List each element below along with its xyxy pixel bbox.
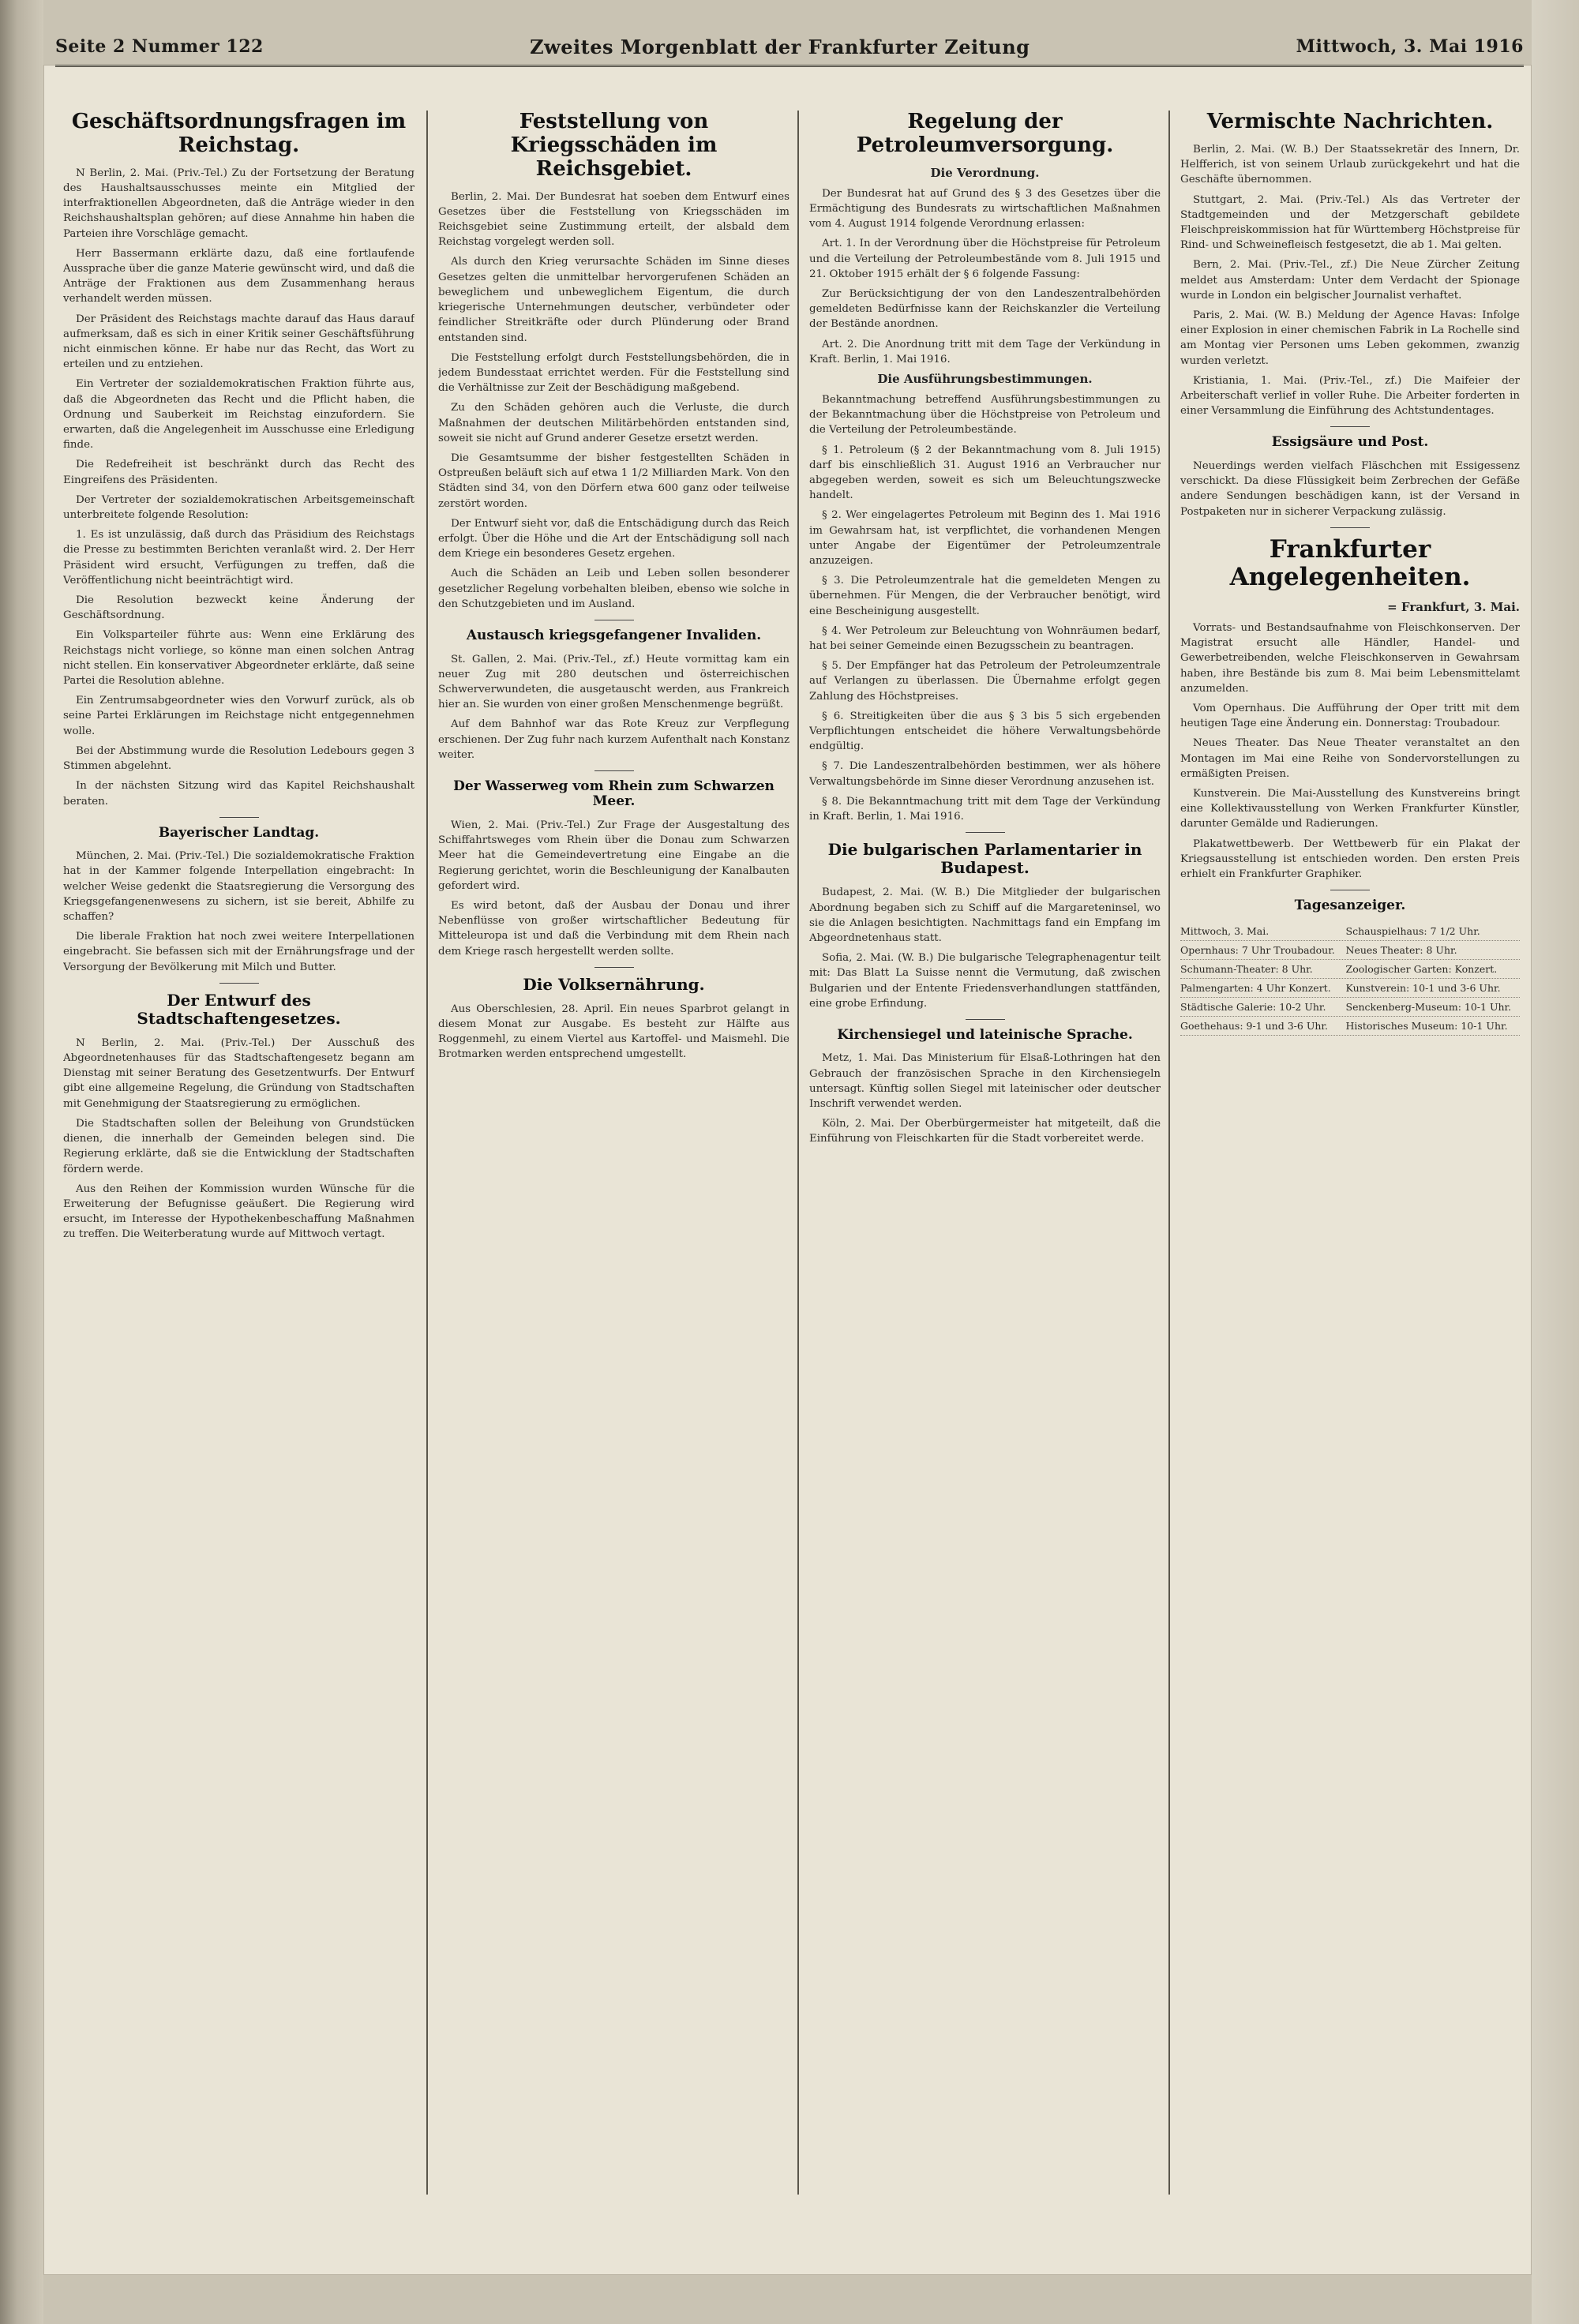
section-subheadline: Die Ausführungsbestimmungen.	[877, 372, 1093, 387]
article-paragraph: Neues Theater. Das Neue Theater veranstaltet an den Montagen im Mai eine Reihe von Sondervorstellungen zu ermäßigten Preisen.	[1180, 737, 1520, 780]
article-paragraph: N Berlin, 2. Mai. (Priv.-Tel.) Der Ausschuß des Abgeordnetenhauses für das Stadtschaftengesetz begann am Dienstag mit seiner Beratung des Gesetzentwurfs. Der Entwurf gibt eine allgemeine Regelung, die Gründung von Stadtschaften mit Genehmigung der Staatsregierung zu ermöglichen.	[63, 1036, 414, 1110]
table-cell: Mittwoch, 3. Mai.	[1180, 924, 1270, 937]
article-paragraph: Köln, 2. Mai. Der Oberbürgermeister hat mitgeteilt, daß die Einführung von Fleischkarten für die Stadt vorbereitet werde.	[809, 1118, 1161, 1145]
article-paragraph: Der Bundesrat hat auf Grund des § 3 des Gesetzes über die Ermächtigung des Bundesrats zu wirtschaftlichen Maßnahmen vom 4. August 1914 folgende Verordnung erlassen:	[809, 187, 1161, 231]
article-paragraph: N Berlin, 2. Mai. (Priv.-Tel.) Zu der Fortsetzung der Beratung des Haushaltsausschusses meinte ein Mitglied der interfraktionellen Abgeordneten, daß die Anträge wieder in den Reichshaushaltsplan gehören; auf diese Annahme hin haben die Parteien ihre Vorschläge gemacht.	[63, 167, 414, 240]
article-paragraph: Auf dem Bahnhof war das Rote Kreuz zur Verpflegung erschienen. Der Zug fuhr nach kurzem Aufenthalt nach Konstanz weiter.	[438, 718, 790, 761]
article-paragraph: Bei der Abstimmung wurde die Resolution Ledebours gegen 3 Stimmen abgelehnt.	[63, 744, 414, 773]
section-headline: Frankfurter Angelegenheiten.	[1229, 534, 1471, 592]
section-headline: Kirchensiegel und lateinische Sprache.	[837, 1026, 1133, 1043]
article-headline: Geschäftsordnungsfragen im Reichstag.	[71, 111, 407, 157]
article-paragraph: Berlin, 2. Mai. (W. B.) Der Staatssekretär des Innern, Dr. Helfferich, ist von seinem Urlaub zurückgekehrt und hat die Geschäfte übernommen.	[1180, 143, 1520, 186]
table-cell: Neues Theater: 8 Uhr.	[1345, 943, 1457, 956]
column-divider	[797, 111, 799, 2195]
article-paragraph: Der Entwurf sieht vor, daß die Entschädigung durch das Reich erfolgt. Über die Höhe und die Art der Entschädigung soll nach dem Kriege ein besonderes Gesetz ergehen.	[438, 517, 790, 560]
column-divider	[426, 111, 428, 2195]
table-row	[1180, 922, 1520, 941]
article-paragraph: München, 2. Mai. (Priv.-Tel.) Die sozialdemokratische Fraktion hat in der Kammer folgende Interpellation eingebracht: In welcher Weise gedenkt die Staatsregierung die Versorgung des Kriegsgefangenenwesens zu sichern, ist sie bereit, Abhilfe zu schaffen?	[63, 850, 414, 924]
section-rule	[594, 967, 634, 968]
article-paragraph: Die Stadtschaften sollen der Beleihung von Grundstücken dienen, die innerhalb der Gemeinden belegen sind. Die Regierung erklärte, daß sie die Entwicklung der Stadtschaften fördern werde.	[63, 1117, 414, 1175]
section-subheadline: Die Verordnung.	[930, 165, 1040, 180]
article-paragraph: § 3. Die Petroleumzentrale hat die gemeldeten Mengen zu übernehmen. Für Mengen, die der Verbraucher benötigt, wird eine Bescheinigung ausgestellt.	[809, 575, 1161, 617]
article-paragraph: § 2. Wer eingelagertes Petroleum mit Beginn des 1. Mai 1916 im Gewahrsam hat, ist verpflichtet, die vorhandenen Mengen unter Angabe der Eigentümer der Petroleumzentrale anzuzeigen.	[809, 509, 1161, 568]
section-rule	[966, 832, 1005, 833]
section-rule	[1330, 527, 1370, 528]
binding-gutter	[0, 0, 43, 2324]
dateline: = Frankfurt, 3. Mai.	[1387, 599, 1520, 614]
article-paragraph: Paris, 2. Mai. (W. B.) Meldung der Agence Havas: Infolge einer Explosion in einer chemischen Fabrik in La Rochelle sind am Montag vier Personen ums Leben gekommen, zwanzig wurden verletzt.	[1180, 309, 1520, 367]
section-rule	[594, 770, 634, 771]
article-paragraph: § 1. Petroleum (§ 2 der Bekanntmachung vom 8. Juli 1915) darf bis einschließlich 31. August 1916 an Verbraucher nur abgegeben werden, soweit es sich um Beleuchtungszwecke handelt.	[809, 444, 1161, 502]
article-paragraph: Wien, 2. Mai. (Priv.-Tel.) Zur Frage der Ausgestaltung des Schiffahrtsweges vom Rhein über die Donau zum Schwarzen Meer hat die Gemeindevertretung eine Eingabe an die Regierung gerichtet, worin die Beschleunigung der Kanalbauten gefordert wird.	[438, 819, 790, 892]
article-paragraph: Herr Bassermann erklärte dazu, daß eine fortlaufende Aussprache über die ganze Materie gewünscht wird, und daß die Anträge der Fraktionen aus dem Zusammenhang heraus verhandelt werden müssen.	[63, 247, 414, 305]
section-headline: Der Wasserweg vom Rhein zum Schwarzen Meer.	[453, 778, 774, 810]
article-paragraph: Aus den Reihen der Kommission wurden Wünsche für die Erweiterung der Befugnisse geäußert. Die Regierung wird ersucht, im Interesse der Hypothekenbeschaffung Maßnahmen zu treffen. Die Weiterberatung wurde auf Mittwoch vertagt.	[63, 1183, 414, 1241]
article-paragraph: Vom Opernhaus. Die Aufführung der Oper tritt mit dem heutigen Tage eine Änderung ein. Donnerstag: Troubadour.	[1180, 703, 1520, 730]
article-paragraph: Der Präsident des Reichstags machte darauf das Haus darauf aufmerksam, daß es sich in einer Kritik seiner Geschäftsführung nicht einmischen könne. Er habe nur das Recht, das Wort zu erteilen und zu entziehen.	[63, 313, 414, 371]
issue-date: Mittwoch, 3. Mai 1916	[1296, 36, 1524, 57]
section-headline: Tagesanzeiger.	[1294, 898, 1406, 914]
table-cell: Senckenberg-Museum: 10-1 Uhr.	[1345, 1000, 1512, 1013]
article-paragraph: Aus Oberschlesien, 28. April. Ein neues Sparbrot gelangt in diesem Monat zur Ausgabe. Es besteht zur Hälfte aus Roggenmehl, zu einem Viertel aus Kartoffel- und Maismehl. Die Brotmarken werden entsprechend umgestellt.	[438, 1003, 790, 1061]
section-headline: Essigsäure und Post.	[1271, 434, 1429, 451]
article-paragraph: Zur Berücksichtigung der von den Landeszentralbehörden gemeldeten Bedürfnisse kann der Reichskanzler die Verteilung der Bestände anordnen.	[809, 288, 1161, 331]
page-header	[55, 32, 1524, 62]
table-row	[1180, 998, 1520, 1017]
article-paragraph: § 4. Wer Petroleum zur Beleuchtung von Wohnräumen bedarf, hat bei seiner Gemeinde einen Bezugsschein zu beantragen.	[809, 624, 1161, 653]
article-paragraph: Art. 2. Die Anordnung tritt mit dem Tage der Verkündung in Kraft. Berlin, 1. Mai 1916.	[809, 338, 1161, 365]
article-paragraph: Ein Zentrumsabgeordneter wies den Vorwurf zurück, als ob seine Partei Erklärungen im Reichstage nicht entgegennehmen wolle.	[63, 695, 414, 737]
table-cell: Städtische Galerie: 10-2 Uhr.	[1180, 1000, 1326, 1013]
table-cell: Goethehaus: 9-1 und 3-6 Uhr.	[1180, 1019, 1328, 1032]
column-4	[1180, 111, 1520, 2202]
section-headline: Bayerischer Landtag.	[158, 824, 320, 841]
article-paragraph: Die liberale Fraktion hat noch zwei weitere Interpellationen eingebracht. Sie befassen sich mit der Ernährungsfrage und der Versorgung der Bevölkerung mit Milch und Butter.	[63, 931, 414, 973]
article-paragraph: Bekanntmachung betreffend Ausführungsbestimmungen zu der Bekanntmachung über die Höchstpreise von Petroleum und die Verteilung der Petroleumbestände.	[809, 394, 1161, 437]
article-paragraph: Metz, 1. Mai. Das Ministerium für Elsaß-Lothringen hat den Gebrauch der französischen Sprache in den Kirchensiegeln untersagt. Künftig sollen Siegel mit lateinischer oder deutscher Inschrift verwendet werden.	[809, 1052, 1161, 1111]
column-1	[63, 111, 414, 2202]
article-paragraph: Ein Vertreter der sozialdemokratischen Fraktion führte aus, daß die Abgeordneten das Recht und die Pflicht haben, die Ordnung und Sauberkeit im Reichstag einzufordern. Sie erwarten, daß die Angelegenheit im Ausschusse eine Erledigung finde.	[63, 378, 414, 452]
article-paragraph: Ein Volksparteiler führte aus: Wenn eine Erklärung des Reichstags nicht vorliege, so könne man einen solchen Antrag nicht stellen. Ein konservativer Abgeordneter erklärte, daß seine Partei die Resolution ablehne.	[63, 629, 414, 688]
article-paragraph: Der Vertreter der sozialdemokratischen Arbeitsgemeinschaft unterbreitete folgende Resolution:	[63, 493, 414, 522]
section-headline: Die Volksernährung.	[523, 974, 705, 994]
article-headline: Vermischte Nachrichten.	[1206, 111, 1494, 133]
article-paragraph: Es wird betont, daß der Ausbau der Donau und ihrer Nebenflüsse von großer wirtschaftlicher Bedeutung für Mitteleuropa ist und daß die Verbindung mit dem Rhein nach dem Kriege rasch hergestellt werden sollte.	[438, 900, 790, 958]
article-paragraph: Die Feststellung erfolgt durch Feststellungsbehörden, die in jedem Bundesstaat errichtet werden. Für die Feststellung sind die Verhältnisse zur Zeit der Beschädigung maßgebend.	[438, 351, 790, 395]
section-rule	[966, 1019, 1005, 1020]
table-row	[1180, 1017, 1520, 1036]
article-paragraph: § 5. Der Empfänger hat das Petroleum der Petroleumzentrale auf Verlangen zu überlassen. Die Übernahme erfolgt gegen Zahlung des Höchstpreises.	[809, 660, 1161, 703]
section-rule	[1330, 426, 1370, 427]
table-row	[1180, 960, 1520, 979]
section-headline: Die bulgarischen Parlamentarier in Budapest.	[827, 840, 1142, 878]
table-cell: Schumann-Theater: 8 Uhr.	[1180, 962, 1313, 975]
article-paragraph: Die Redefreiheit ist beschränkt durch das Recht des Eingreifens des Präsidenten.	[63, 459, 414, 486]
article-paragraph: § 7. Die Landeszentralbehörden bestimmen, wer als höhere Verwaltungsbehörde im Sinne dieser Verordnung anzusehen ist.	[809, 760, 1161, 788]
article-paragraph: Sofia, 2. Mai. (W. B.) Die bulgarische Telegraphenagentur teilt mit: Das Blatt La Suisse nennt die Vermutung, daß zwischen Bulgarien und der Entente Friedensverhandlungen stattfänden, eine grobe Erfindung.	[809, 952, 1161, 1010]
article-paragraph: Stuttgart, 2. Mai. (Priv.-Tel.) Als das Vertreter der Stadtgemeinden und der Metzgerschaft gebildete Fleischpreiskommission hat für Württemberg Höchstpreise für Rind- und Schweinefleisch festgesetzt, die ab 1. Mai gelten.	[1180, 193, 1520, 252]
table-cell: Palmengarten: 4 Uhr Konzert.	[1180, 981, 1331, 994]
section-headline: Der Entwurf des Stadtschaftengesetzes.	[137, 990, 341, 1028]
article-paragraph: Die Resolution bezweckt keine Änderung der Geschäftsordnung.	[63, 594, 414, 622]
article-paragraph: 1. Es ist unzulässig, daß durch das Präsidium des Reichstags die Presse zu bestimmten Berichten veranlaßt wird. 2. Der Herr Präsident wird ersucht, Verfügungen zu treffen, daß die Veröffentlichung nicht beeinträchtigt wird.	[63, 529, 414, 587]
newspaper-title: Zweites Morgenblatt der Frankfurter Zeitung	[530, 35, 1030, 58]
column-3	[809, 111, 1161, 2202]
article-paragraph: Bern, 2. Mai. (Priv.-Tel., zf.) Die Neue Zürcher Zeitung meldet aus Amsterdam: Unter dem Verdacht der Spionage wurde in London ein belgischer Journalist verhaftet.	[1180, 259, 1520, 302]
events-table	[1180, 922, 1520, 1036]
article-paragraph: Auch die Schäden an Leib und Leben sollen besonderer gesetzlicher Regelung vorbehalten bleiben, ebenso wie solche in den Schutzgebieten und im Ausland.	[438, 568, 790, 610]
section-rule	[219, 817, 259, 818]
article-paragraph: Kristiania, 1. Mai. (Priv.-Tel., zf.) Die Maifeier der Arbeiterschaft verlief in voller Ruhe. Die Arbeiter forderten in einer Versammlung die Einführung des Achtstundentages.	[1180, 374, 1520, 418]
article-paragraph: Plakatwettbewerb. Der Wettbewerb für ein Plakat der Kriegsausstellung ist entschieden worden. Den ersten Preis erhielt ein Frankfurter Graphiker.	[1180, 838, 1520, 881]
article-paragraph: Art. 1. In der Verordnung über die Höchstpreise für Petroleum und die Verteilung der Petroleumbestände vom 8. Juli 1915 und 21. Oktober 1915 erhält der § 6 folgende Fassung:	[809, 238, 1161, 280]
table-row	[1180, 941, 1520, 960]
article-headline: Feststellung von Kriegsschäden im Reichsgebiet.	[510, 111, 718, 181]
article-paragraph: § 6. Streitigkeiten über die aus § 3 bis 5 sich ergebenden Verpflichtungen entscheidet die höhere Verwaltungsbehörde endgültig.	[809, 710, 1161, 753]
article-paragraph: Berlin, 2. Mai. Der Bundesrat hat soeben dem Entwurf eines Gesetzes über die Feststellung von Kriegsschäden im Reichsgebiet seine Zustimmung erteilt, der alsbald dem Reichstag vorgelegt werden soll.	[438, 190, 790, 249]
table-cell: Kunstverein: 10-1 und 3-6 Uhr.	[1345, 981, 1501, 994]
article-paragraph: Zu den Schäden gehören auch die Verluste, die durch Maßnahmen der deutschen Militärbehörden entstanden sind, soweit sie nicht auf Grund anderer Gesetze ersetzt werden.	[438, 402, 790, 444]
header-rule	[55, 65, 1524, 67]
table-cell: Schauspielhaus: 7 1/2 Uhr.	[1345, 924, 1480, 937]
article-paragraph: Vorrats- und Bestandsaufnahme von Fleischkonserven. Der Magistrat ersucht alle Händler, Handel- und Gewerbetreibenden, welche Fleischkonserven in Gewahrsam haben, ihre Bestände bis zum 8. Mai beim Lebensmittelamt anzumelden.	[1180, 621, 1520, 695]
page-edge	[1532, 0, 1579, 2324]
page-number: Seite 2 Nummer 122	[55, 36, 264, 57]
table-row	[1180, 979, 1520, 998]
article-paragraph: Als durch den Krieg verursachte Schäden im Sinne dieses Gesetzes gelten die unmittelbar hervorgerufenen Schäden an beweglichem und unbeweglichem Eigentum, die durch kriegerische Unternehmungen deutscher, verbündeter oder feindlicher Streitkräfte oder durch Plünderung oder Brand entstanden sind.	[438, 256, 790, 344]
article-paragraph: § 8. Die Bekanntmachung tritt mit dem Tage der Verkündung in Kraft. Berlin, 1. Mai 1916.	[809, 795, 1161, 823]
table-cell: Historisches Museum: 10-1 Uhr.	[1345, 1019, 1508, 1032]
section-rule	[219, 983, 259, 984]
article-headline: Regelung der Petroleumversorgung.	[856, 111, 1114, 157]
table-cell: Zoologischer Garten: Konzert.	[1345, 962, 1498, 975]
article-paragraph: Budapest, 2. Mai. (W. B.) Die Mitglieder der bulgarischen Abordnung begaben sich zu Schiff auf die Margareteninsel, wo sie die Anlagen besichtigten. Nachmittags fand ein Empfang im Abgeordnetenhaus statt.	[809, 886, 1161, 944]
article-paragraph: Neuerdings werden vielfach Fläschchen mit Essigessenz verschickt. Da diese Flüssigkeit beim Zerbrechen der Gefäße andere Sendungen beschädigen kann, ist der Versand in Postpaketen nur in sicherer Verpackung zulässig.	[1180, 459, 1520, 518]
column-2	[438, 111, 790, 2202]
article-paragraph: Die Gesamtsumme der bisher festgestellten Schäden in Ostpreußen beläuft sich auf etwa 1 1/2 Milliarden Mark. Von den Städten sind 34, von den Dörfern etwa 600 ganz oder teilweise zerstört worden.	[438, 452, 790, 510]
table-cell: Opernhaus: 7 Uhr Troubadour.	[1180, 943, 1335, 956]
article-paragraph: In der nächsten Sitzung wird das Kapitel Reichshaushalt beraten.	[63, 780, 414, 808]
section-headline: Austausch kriegsgefangener Invaliden.	[466, 627, 762, 643]
article-paragraph: Kunstverein. Die Mai-Ausstellung des Kunstvereins bringt eine Kollektivausstellung von Werken Frankfurter Künstler, darunter Gemälde und Radierungen.	[1180, 788, 1520, 830]
article-paragraph: St. Gallen, 2. Mai. (Priv.-Tel., zf.) Heute vormittag kam ein neuer Zug mit 280 deutschen und österreichischen Schwerverwundeten, die ausgetauscht werden, aus Frankreich hier an. Sie wurden von einer großen Menschenmenge begrüßt.	[438, 653, 790, 711]
column-divider	[1168, 111, 1170, 2195]
